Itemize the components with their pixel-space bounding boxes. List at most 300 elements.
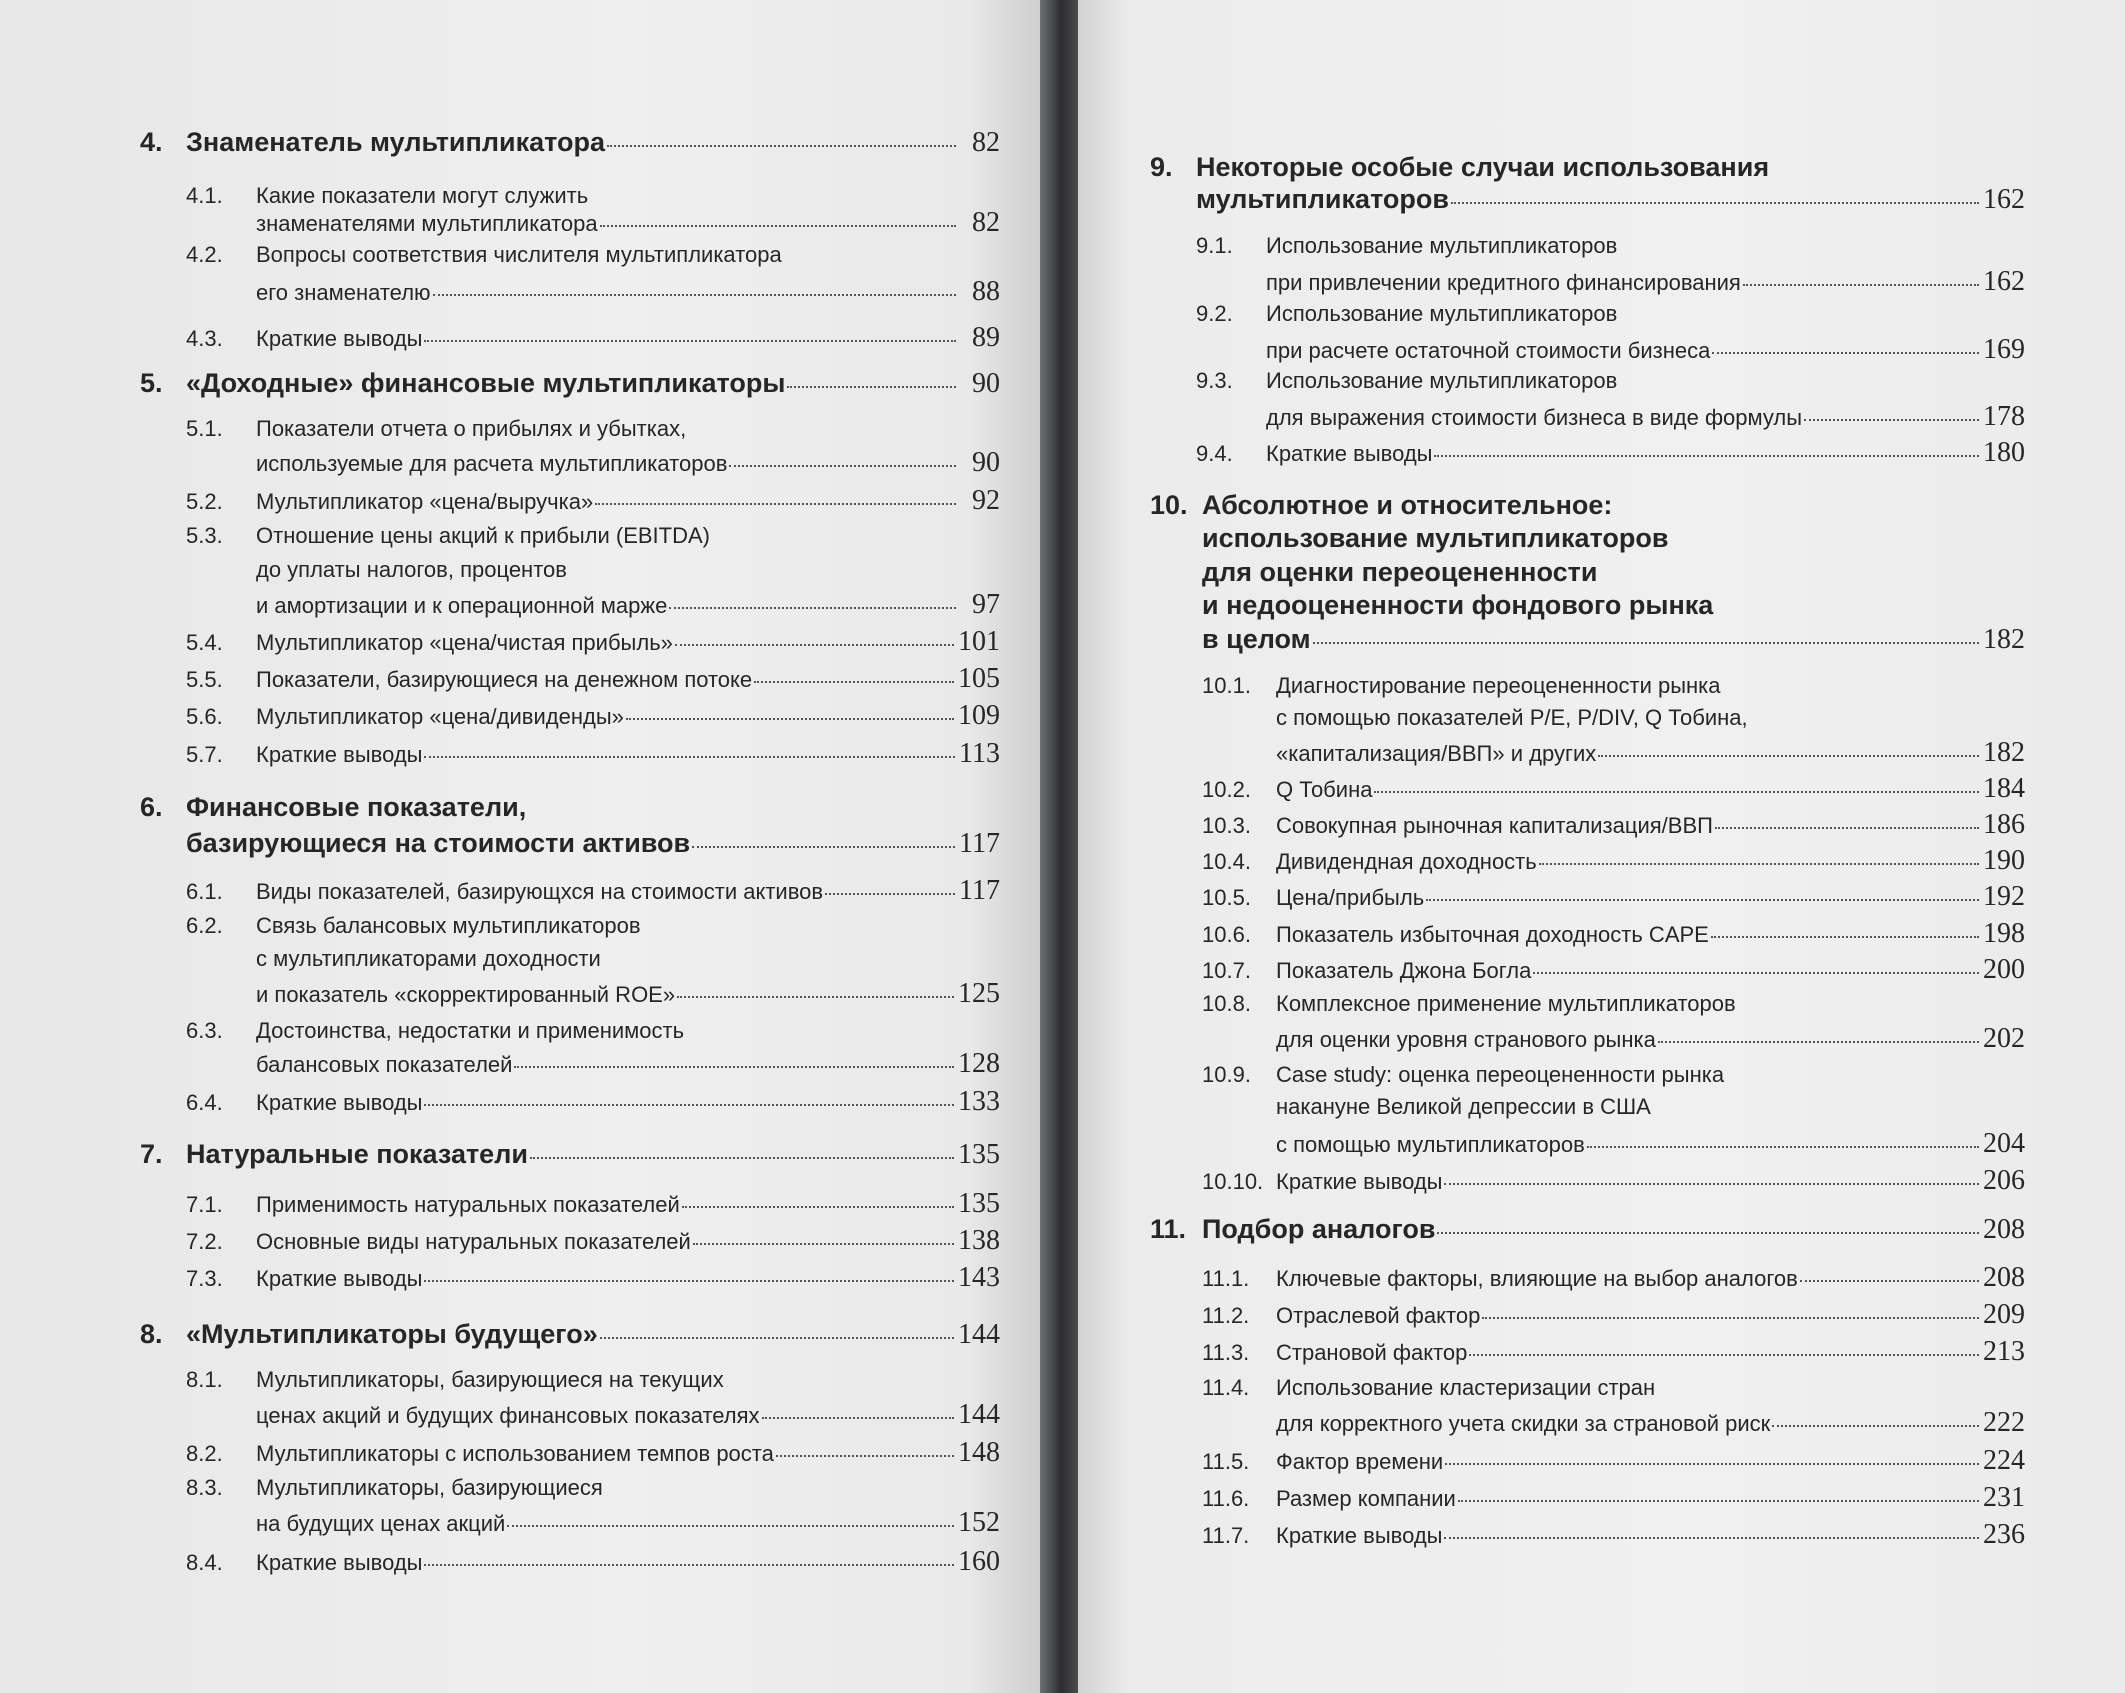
section-number: 10.4. (1202, 849, 1251, 874)
section-line[interactable] (140, 1507, 1000, 1539)
section-title: для выражения стоимости бизнеса в виде формулы (1266, 405, 1803, 430)
section-number: 5.5. (186, 667, 223, 692)
section-number: 11.1. (1202, 1266, 1250, 1291)
section-line[interactable] (140, 626, 1000, 658)
section-number: 10.3. (1202, 813, 1251, 838)
section-page-number: 90 (972, 447, 1000, 478)
dot-leader (1658, 1040, 1979, 1043)
dot-leader (1533, 971, 1979, 974)
section-line[interactable] (140, 557, 1000, 583)
dot-leader (754, 680, 954, 683)
section-title: Вопросы соответствия числителя мультипликатора (256, 242, 782, 267)
section-page-number: 101 (958, 626, 1000, 657)
section-number: 6.3. (186, 1018, 223, 1043)
chapter-title-line[interactable] (1150, 624, 2025, 656)
section-number: 10.7. (1202, 958, 1251, 983)
section-page-number: 162 (1983, 266, 2025, 297)
section-title: и показатель «скорректированный ROE» (256, 982, 676, 1007)
dot-leader (787, 385, 956, 388)
chapter-title: и недооцененности фондового рынка (1202, 590, 1714, 620)
section-line[interactable] (140, 523, 1000, 549)
section-page-number: 224 (1983, 1445, 2025, 1476)
section-number: 9.3. (1196, 368, 1233, 393)
section-title: Краткие выводы (256, 1550, 423, 1575)
chapter-number: 5. (140, 368, 163, 398)
section-title: Мультипликаторы, базирующиеся (256, 1475, 603, 1500)
chapter-page-number: 90 (972, 368, 1000, 399)
dot-leader (1444, 1182, 1979, 1185)
section-page-number: 152 (958, 1507, 1000, 1538)
dot-leader (1451, 201, 1979, 204)
chapter-page-number: 135 (958, 1139, 1000, 1170)
section-title: Краткие выводы (256, 1090, 423, 1115)
section-title: с помощью мультипликаторов (1276, 1132, 1585, 1157)
section-title: Краткие выводы (256, 742, 423, 767)
section-number: 9.4. (1196, 441, 1233, 466)
chapter-title: в целом (1202, 624, 1311, 654)
chapter-title-line[interactable] (1150, 590, 2025, 621)
section-title: Показатель избыточная доходность CAPE (1276, 922, 1709, 947)
section-number: 9.2. (1196, 301, 1233, 326)
section-page-number: 133 (958, 1086, 1000, 1117)
section-title: Краткие выводы (1276, 1169, 1443, 1194)
section-number: 10.2. (1202, 777, 1251, 802)
section-number: 6.2. (186, 913, 223, 938)
section-line[interactable] (1150, 1299, 2025, 1331)
section-number: 9.1. (1196, 233, 1233, 258)
section-line[interactable] (140, 1262, 1000, 1294)
chapter-title-line[interactable] (140, 127, 1000, 159)
section-number: 7.2. (186, 1229, 223, 1254)
chapter-title-line[interactable] (140, 828, 1000, 860)
section-title: Краткие выводы (1266, 441, 1433, 466)
section-title: Комплексное применение мультипликаторов (1276, 991, 1736, 1016)
section-line[interactable] (140, 1399, 1000, 1431)
book-gutter (1040, 0, 1078, 1693)
section-line[interactable] (1150, 845, 2025, 877)
chapter-title-line[interactable] (1150, 152, 2025, 183)
section-title: Ключевые факторы, влияющие на выбор аналогов (1276, 1266, 1798, 1291)
section-line[interactable] (140, 485, 1000, 517)
dot-leader (1469, 1353, 1979, 1356)
dot-leader (677, 995, 954, 998)
section-title: ценах акций и будущих финансовых показателях (256, 1403, 760, 1428)
dot-leader (514, 1065, 954, 1068)
dot-leader (825, 892, 955, 895)
dot-leader (507, 1524, 954, 1527)
section-line[interactable] (1150, 809, 2025, 841)
dot-leader (675, 643, 954, 646)
section-line[interactable] (1150, 233, 2025, 259)
dot-leader (424, 755, 955, 758)
section-number: 10.8. (1202, 991, 1251, 1016)
section-line[interactable] (140, 946, 1000, 972)
chapter-number: 8. (140, 1319, 163, 1349)
section-title: Страновой фактор (1276, 1340, 1468, 1365)
dot-leader (692, 845, 955, 848)
section-title: Связь балансовых мультипликаторов (256, 913, 641, 938)
section-line[interactable] (140, 978, 1000, 1010)
section-page-number: 82 (972, 207, 1000, 238)
chapter-title-line[interactable] (140, 368, 1000, 400)
section-line[interactable] (1150, 1482, 2025, 1514)
chapter-title-line[interactable] (1150, 1214, 2025, 1246)
chapter-title: для оценки переоцененности (1202, 557, 1598, 587)
section-line[interactable] (140, 322, 1000, 354)
section-number: 4.1. (186, 183, 223, 208)
section-title: Показатель Джона Богла (1276, 958, 1532, 983)
section-page-number: 169 (1983, 334, 2025, 365)
chapter-title: базирующиеся на стоимости активов (186, 828, 691, 858)
section-number: 5.2. (186, 489, 223, 514)
section-line[interactable] (1150, 991, 2025, 1017)
section-page-number: 192 (1983, 881, 2025, 912)
chapter-number: 11. (1150, 1214, 1187, 1244)
dot-leader (424, 1279, 954, 1282)
dot-leader (607, 144, 956, 147)
section-title: Основные виды натуральных показателей (256, 1229, 691, 1254)
section-line[interactable] (140, 1225, 1000, 1257)
dot-leader (1587, 1145, 1979, 1148)
section-line[interactable] (1150, 954, 2025, 986)
section-title: Мультипликаторы с использованием темпов роста (256, 1441, 774, 1466)
section-title: Отношение цены акций к прибыли (EBITDA) (256, 523, 710, 548)
section-number: 7.3. (186, 1266, 223, 1291)
dot-leader (1482, 1316, 1979, 1319)
section-number: 11.7. (1202, 1523, 1250, 1548)
dot-leader (1426, 898, 1979, 901)
section-line[interactable] (140, 207, 1000, 239)
section-title: Q Тобина (1276, 777, 1373, 802)
section-line[interactable] (140, 447, 1000, 479)
section-line[interactable] (140, 1048, 1000, 1080)
chapter-title: Финансовые показатели, (186, 792, 527, 822)
dot-leader (595, 502, 956, 505)
dot-leader (424, 1103, 954, 1106)
section-line[interactable] (1150, 1128, 2025, 1160)
section-number: 8.2. (186, 1441, 223, 1466)
chapter-title: мультипликаторов (1196, 184, 1450, 214)
section-line[interactable] (140, 1086, 1000, 1118)
section-title: «капитализация/ВВП» и других (1276, 741, 1597, 766)
section-number: 8.3. (186, 1475, 223, 1500)
dot-leader (1804, 418, 1979, 421)
chapter-page-number: 162 (1983, 184, 2025, 215)
section-title: с мультипликаторами доходности (256, 946, 601, 971)
section-number: 5.3. (186, 523, 223, 548)
chapter-title: Натуральные показатели (186, 1139, 528, 1169)
section-page-number: 105 (958, 663, 1000, 694)
section-line[interactable] (1150, 368, 2025, 394)
section-number: 8.4. (186, 1550, 223, 1575)
section-page-number: 198 (1983, 918, 2025, 949)
section-page-number: 209 (1983, 1299, 2025, 1330)
section-line[interactable] (1150, 881, 2025, 913)
dot-leader (693, 1242, 954, 1245)
section-title: Использование мультипликаторов (1266, 368, 1618, 393)
chapter-title: Некоторые особые случаи использования (1196, 152, 1770, 182)
section-line[interactable] (1150, 918, 2025, 950)
dot-leader (1445, 1462, 1979, 1465)
section-page-number: 213 (1983, 1336, 2025, 1367)
section-line[interactable] (1150, 673, 2025, 699)
section-title: Дивидендная доходность (1276, 849, 1537, 874)
section-title: Краткие выводы (256, 1266, 423, 1291)
dot-leader (626, 717, 954, 720)
section-page-number: 178 (1983, 401, 2025, 432)
section-page-number: 180 (1983, 437, 2025, 468)
dot-leader (1437, 1231, 1979, 1234)
chapter-page-number: 117 (959, 828, 1000, 859)
dot-leader (1800, 1279, 1979, 1282)
chapter-title-line[interactable] (1150, 490, 2025, 521)
chapter-title: «Доходные» финансовые мультипликаторы (186, 368, 786, 398)
section-line[interactable] (140, 700, 1000, 732)
section-title: Какие показатели могут служить (256, 183, 589, 208)
dot-leader (669, 606, 956, 609)
section-title: с помощью показателей P/E, P/DIV, Q Тобина, (1276, 705, 1748, 730)
dot-leader (424, 1563, 954, 1566)
section-page-number: 89 (972, 322, 1000, 353)
section-number: 10.9. (1202, 1062, 1251, 1087)
section-line[interactable] (1150, 1094, 2025, 1120)
section-line[interactable] (1150, 334, 2025, 366)
section-page-number: 128 (958, 1048, 1000, 1079)
section-title: Мультипликатор «цена/дивиденды» (256, 704, 624, 729)
section-page-number: 138 (958, 1225, 1000, 1256)
chapter-title: Знаменатель мультипликатора (186, 127, 605, 157)
dot-leader (1458, 1499, 1979, 1502)
section-page-number: 160 (958, 1546, 1000, 1577)
dot-leader (1374, 790, 1979, 793)
dot-leader (600, 1336, 954, 1339)
section-page-number: 208 (1983, 1262, 2025, 1293)
section-title: на будущих ценах акций (256, 1511, 506, 1536)
section-title: для корректного учета скидки за страновой риск (1276, 1411, 1771, 1436)
section-page-number: 144 (958, 1399, 1000, 1430)
section-title: Мультипликатор «цена/чистая прибыль» (256, 630, 673, 655)
chapter-number: 4. (140, 127, 163, 157)
dot-leader (1715, 826, 1979, 829)
section-number: 11.4. (1202, 1375, 1250, 1400)
chapter-number: 9. (1150, 152, 1173, 182)
section-title: при расчете остаточной стоимости бизнеса (1266, 338, 1711, 363)
section-number: 5.1. (186, 416, 223, 441)
section-title: Показатели отчета о прибылях и убытках, (256, 416, 687, 441)
section-page-number: 222 (1983, 1407, 2025, 1438)
section-title: накануне Великой депрессии в США (1276, 1094, 1651, 1119)
chapter-page-number: 182 (1983, 624, 2025, 655)
section-line[interactable] (140, 913, 1000, 939)
chapter-title-line[interactable] (1150, 557, 2025, 588)
section-page-number: 143 (958, 1262, 1000, 1293)
section-line[interactable] (1150, 1062, 2025, 1088)
dot-leader (424, 339, 956, 342)
section-line[interactable] (140, 183, 1000, 209)
section-line[interactable] (140, 738, 1000, 770)
chapter-title-line[interactable] (1150, 523, 2025, 554)
section-title: Совокупная рыночная капитализация/ВВП (1276, 813, 1713, 838)
section-number: 7.1. (186, 1192, 223, 1217)
section-page-number: 186 (1983, 809, 2025, 840)
section-page-number: 92 (972, 485, 1000, 516)
chapter-page-number: 82 (972, 127, 1000, 158)
section-page-number: 231 (1983, 1482, 2025, 1513)
section-page-number: 184 (1983, 773, 2025, 804)
chapter-title: «Мультипликаторы будущего» (186, 1319, 598, 1349)
section-line[interactable] (140, 242, 1000, 268)
section-title: знаменателями мультипликатора (256, 211, 598, 236)
dot-leader (530, 1156, 954, 1159)
section-page-number: 109 (958, 700, 1000, 731)
dot-leader (1434, 454, 1979, 457)
section-page-number: 236 (1983, 1519, 2025, 1550)
section-title: Размер компании (1276, 1486, 1456, 1511)
section-number: 5.4. (186, 630, 223, 655)
section-page-number: 206 (1983, 1165, 2025, 1196)
section-line[interactable] (1150, 1375, 2025, 1401)
chapter-page-number: 208 (1983, 1214, 2025, 1245)
section-number: 10.10. (1202, 1169, 1264, 1194)
chapter-title: Абсолютное и относительное: (1202, 490, 1613, 520)
dot-leader (1743, 283, 1979, 286)
section-line[interactable] (1150, 1165, 2025, 1197)
section-page-number: 148 (958, 1437, 1000, 1468)
section-page-number: 125 (958, 978, 1000, 1009)
dot-leader (1444, 1536, 1979, 1539)
section-title: при привлечении кредитного финансирования (1266, 270, 1741, 295)
section-number: 6.1. (186, 879, 223, 904)
section-line[interactable] (1150, 1262, 2025, 1294)
dot-leader (1711, 935, 1979, 938)
chapter-title: использование мультипликаторов (1202, 523, 1669, 553)
section-title: Использование мультипликаторов (1266, 233, 1618, 258)
section-line[interactable] (1150, 1023, 2025, 1055)
section-title: Краткие выводы (256, 326, 423, 351)
dot-leader (1772, 1424, 1979, 1427)
dot-leader (1598, 754, 1979, 757)
section-line[interactable] (140, 1018, 1000, 1044)
section-number: 5.6. (186, 704, 223, 729)
chapter-number: 6. (140, 792, 163, 822)
chapter-title-line[interactable] (140, 1139, 1000, 1171)
section-number: 10.5. (1202, 885, 1251, 910)
section-page-number: 97 (972, 589, 1000, 620)
chapter-title-line[interactable] (140, 1319, 1000, 1351)
section-title: Краткие выводы (1276, 1523, 1443, 1548)
section-line[interactable] (1150, 401, 2025, 433)
section-page-number: 190 (1983, 845, 2025, 876)
section-line[interactable] (140, 416, 1000, 442)
section-line[interactable] (1150, 1445, 2025, 1477)
section-line[interactable] (140, 1367, 1000, 1393)
section-title: Диагностирование переоцененности рынка (1276, 673, 1721, 698)
dot-leader (682, 1205, 954, 1208)
section-page-number: 113 (959, 738, 1000, 769)
section-number: 11.3. (1202, 1340, 1250, 1365)
section-title: его знаменателю (256, 280, 431, 305)
section-line[interactable] (1150, 437, 2025, 469)
section-line[interactable] (1150, 1407, 2025, 1439)
section-line[interactable] (140, 1188, 1000, 1220)
section-title: для оценки уровня странового рынка (1276, 1027, 1656, 1052)
section-line[interactable] (140, 589, 1000, 621)
section-line[interactable] (1150, 1519, 2025, 1551)
section-title: до уплаты налогов, процентов (256, 557, 567, 582)
section-title: Case study: оценка переоцененности рынка (1276, 1062, 1725, 1087)
dot-leader (776, 1454, 954, 1457)
section-number: 10.1. (1202, 673, 1251, 698)
section-number: 4.3. (186, 326, 223, 351)
dot-leader (1712, 351, 1979, 354)
dot-leader (729, 464, 956, 467)
section-number: 5.7. (186, 742, 223, 767)
section-number: 11.6. (1202, 1486, 1250, 1511)
section-title: Достоинства, недостатки и применимость (256, 1018, 685, 1043)
dot-leader (762, 1416, 954, 1419)
section-title: Фактор времени (1276, 1449, 1444, 1474)
section-line[interactable] (140, 875, 1000, 907)
section-title: Показатели, базирующиеся на денежном потоке (256, 667, 753, 692)
chapter-number: 10. (1150, 490, 1188, 520)
section-line[interactable] (1150, 266, 2025, 298)
section-number: 11.2. (1202, 1303, 1250, 1328)
chapter-title-line[interactable] (140, 792, 1000, 823)
section-line[interactable] (140, 663, 1000, 695)
section-title: и амортизации и к операционной марже (256, 593, 668, 618)
dot-leader (1313, 641, 1979, 644)
section-line[interactable] (1150, 705, 2025, 731)
section-page-number: 200 (1983, 954, 2025, 985)
section-number: 10.6. (1202, 922, 1251, 947)
section-page-number: 204 (1983, 1128, 2025, 1159)
dot-leader (433, 293, 956, 296)
section-line[interactable] (1150, 301, 2025, 327)
dot-leader (600, 224, 956, 227)
section-page-number: 182 (1983, 737, 2025, 768)
section-line[interactable] (1150, 1336, 2025, 1368)
section-page-number: 88 (972, 276, 1000, 307)
section-title: Применимость натуральных показателей (256, 1192, 680, 1217)
chapter-number: 7. (140, 1139, 163, 1169)
section-line[interactable] (1150, 773, 2025, 805)
section-title: используемые для расчета мультипликаторов (256, 451, 728, 476)
section-title: балансовых показателей (256, 1052, 513, 1077)
section-title: Использование мультипликаторов (1266, 301, 1618, 326)
section-page-number: 202 (1983, 1023, 2025, 1054)
section-line[interactable] (1150, 737, 2025, 769)
section-title: Мультипликатор «цена/выручка» (256, 489, 594, 514)
section-page-number: 117 (959, 875, 1000, 906)
section-title: Виды показателей, базирующхся на стоимости активов (256, 879, 824, 904)
chapter-page-number: 144 (958, 1319, 1000, 1350)
section-number: 11.5. (1202, 1449, 1250, 1474)
section-number: 4.2. (186, 242, 223, 267)
chapter-title: Подбор аналогов (1202, 1214, 1436, 1244)
section-line[interactable] (140, 1475, 1000, 1501)
section-title: Отраслевой фактор (1276, 1303, 1481, 1328)
section-title: Использование кластеризации стран (1276, 1375, 1656, 1400)
section-number: 6.4. (186, 1090, 223, 1115)
chapter-title-line[interactable] (1150, 184, 2025, 216)
section-line[interactable] (140, 276, 1000, 308)
section-line[interactable] (140, 1546, 1000, 1578)
section-line[interactable] (140, 1437, 1000, 1469)
section-title: Мультипликаторы, базирующиеся на текущих (256, 1367, 724, 1392)
section-title: Цена/прибыль (1276, 885, 1425, 910)
section-page-number: 135 (958, 1188, 1000, 1219)
section-number: 8.1. (186, 1367, 223, 1392)
